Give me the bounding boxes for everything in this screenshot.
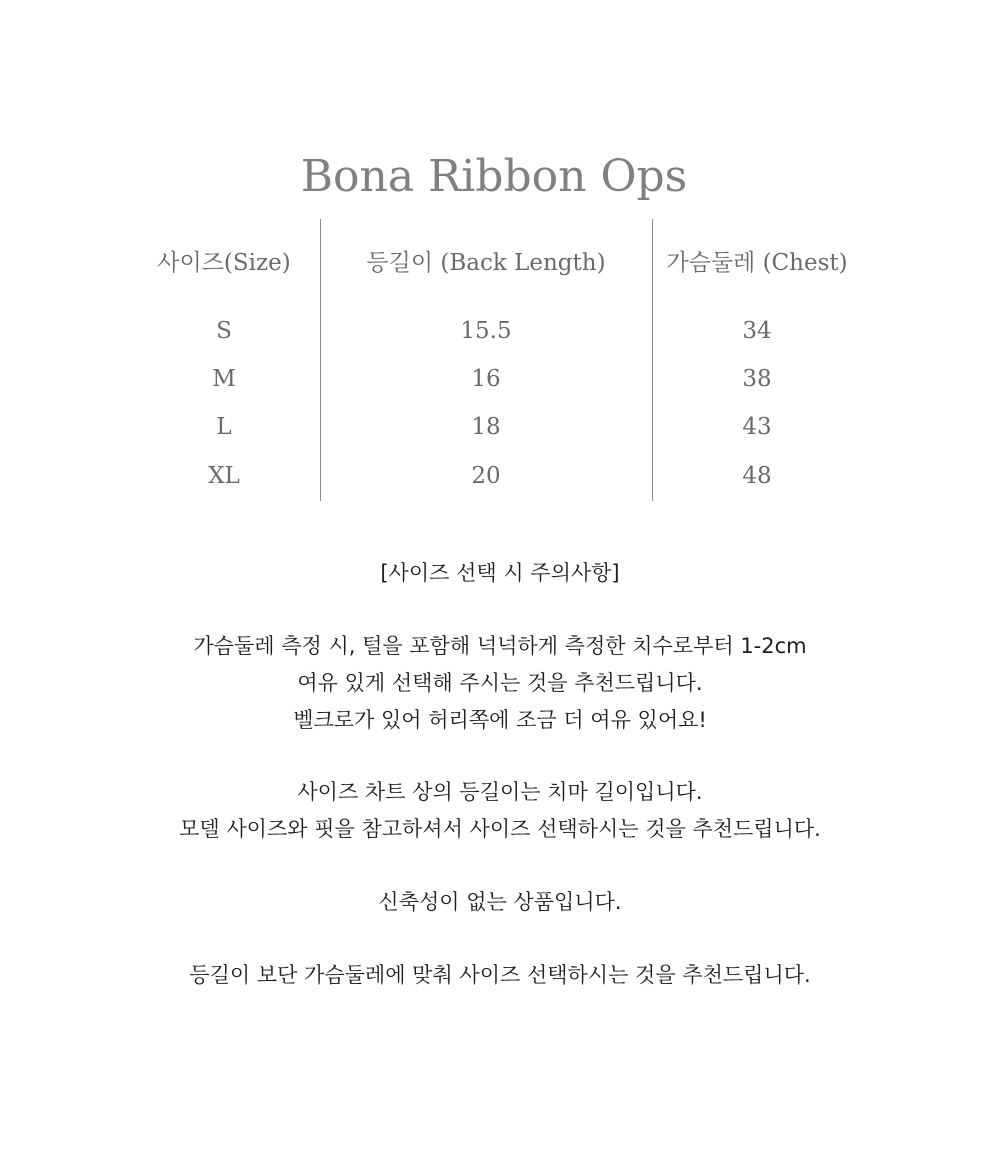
notes-line: 벨크로가 있어 허리쪽에 조금 더 여유 있어요! (293, 708, 707, 732)
back-length-cell: 16 (471, 366, 501, 392)
page-title: Bona Ribbon Ops (300, 151, 688, 202)
notes-line: 모델 사이즈와 핏을 참고하셔서 사이즈 선택하시는 것을 추천드립니다. (179, 817, 821, 841)
size-cell: M (212, 366, 236, 392)
notes-line: 신축성이 없는 상품입니다. (378, 890, 622, 914)
chest-cell: 34 (742, 318, 772, 344)
chest-cell: 38 (742, 366, 772, 392)
notes-line: 사이즈 차트 상의 등길이는 치마 길이입니다. (297, 780, 703, 804)
back-length-cell: 15.5 (460, 318, 512, 344)
size-cell: L (216, 414, 232, 440)
size-cell: XL (208, 463, 240, 489)
notes-line: 등길이 보단 가슴둘레에 맞춰 사이즈 선택하시는 것을 추천드립니다. (189, 963, 811, 987)
back-length-cell: 20 (471, 463, 501, 489)
size-header: 사이즈(Size) (157, 250, 291, 276)
notes-line: 여유 있게 선택해 주시는 것을 추천드립니다. (297, 671, 703, 695)
notes-line: 가슴둘레 측정 시, 털을 포함해 넉넉하게 측정한 치수로부터 1-2cm (193, 634, 807, 658)
chest-cell: 43 (742, 414, 772, 440)
notes-heading: [사이즈 선택 시 주의사항] (380, 561, 620, 585)
back-length-header: 등길이 (Back Length) (366, 250, 606, 276)
column-divider (652, 219, 653, 501)
size-cell: S (216, 318, 232, 344)
back-length-cell: 18 (471, 414, 501, 440)
chest-header: 가슴둘레 (Chest) (666, 250, 848, 276)
chest-cell: 48 (742, 463, 772, 489)
